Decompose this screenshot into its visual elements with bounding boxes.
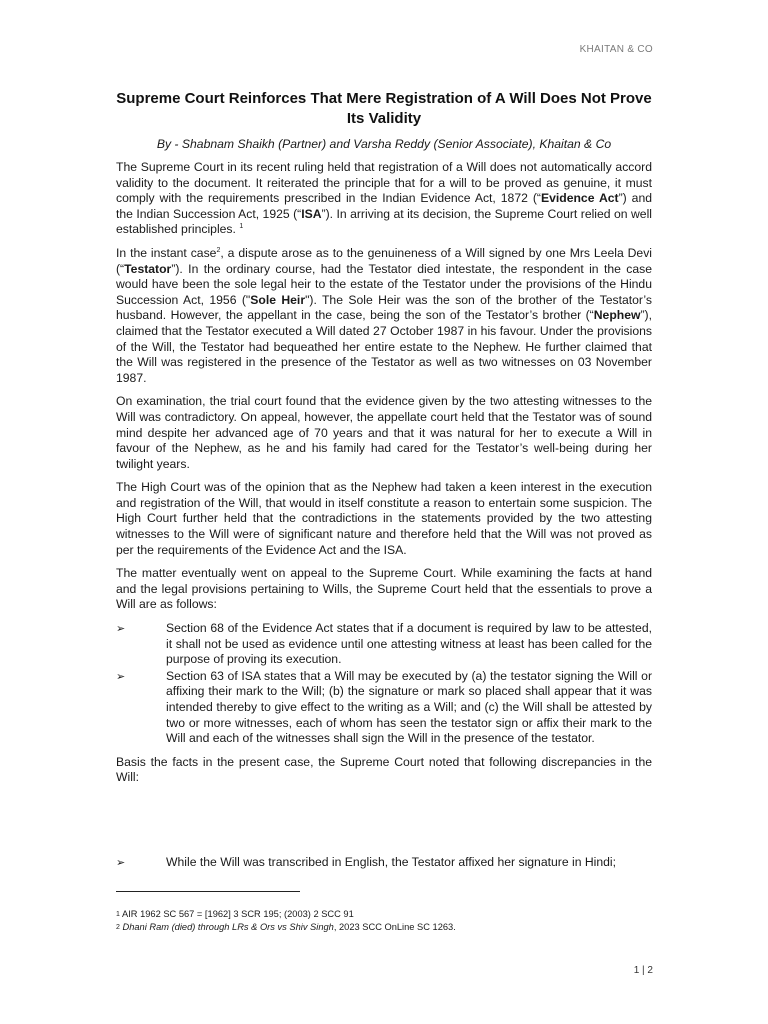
- list-item: [116, 669, 652, 747]
- footnote-number: 1: [116, 911, 120, 918]
- text-run: The Supreme Court in its recent ruling held that registration of a Will does not automatically accord validity to the document. It reiterated the principle that for a will to be proved as genuine, it must comply with the requirements prescribed in the Indian Evidence Act, 1872 (“: [116, 160, 652, 206]
- defined-term-evidence-act: Evidence Act: [540, 191, 619, 206]
- text-run: ”). In arriving at its decision, the Supreme Court relied on well established principles.: [116, 206, 652, 237]
- paragraph-6: Basis the facts in the present case, the Supreme Court noted that following discrepancies in the Will:: [116, 754, 652, 785]
- discrepancy-list: [116, 855, 652, 872]
- footnote-ref-2[interactable]: 2: [216, 246, 221, 254]
- defined-term-nephew: Nephew: [593, 308, 641, 323]
- page-number: 1 | 2: [633, 965, 653, 976]
- list-item-text: Section 68 of the Evidence Act states that if a document is required by law to be attested, it shall not be used as evidence until one attesting witness at least has been called for the purpose of proving its execution.: [166, 621, 652, 667]
- paragraph-1: [116, 160, 652, 238]
- list-item-text: While the Will was transcribed in English, the Testator affixed her signature in Hindi;: [166, 855, 617, 869]
- paragraph-4: The High Court was of the opinion that as the Nephew had taken a keen interest in the execution and registration of the Will, that would in itself constitute a reason to entertain some suspicion. The High Court further held that the contradictions in the statements provided by the two attesting witnesses to the Will were of significant nature and therefore held that the Will was not proved as per the requirements of the Evidence Act and the ISA.: [116, 480, 652, 557]
- footnote-1: [116, 908, 656, 921]
- arrow-bullet-icon: ➢: [116, 622, 126, 636]
- defined-term-isa: ISA: [301, 206, 322, 221]
- text-run: , a dispute arose as to the genuineness of a Will signed by one Mrs Leela Devi (“: [116, 245, 653, 276]
- arrow-bullet-icon: ➢: [116, 856, 126, 869]
- footnote-case-name: Dhani Ram (died) through LRs & Ors vs Shiv Singh: [122, 922, 334, 932]
- header-brand: KHAITAN & CO: [579, 44, 653, 55]
- footnote-divider: [116, 891, 300, 892]
- paragraph-5: The matter eventually went on appeal to the Supreme Court. While examining the facts at hand and the legal provisions pertaining to Wills, the Supreme Court held that the essentials to prove a Will are as follows:: [116, 566, 652, 612]
- footnote-text: AIR 1962 SC 567 = [1962] 3 SCR 195; (2003) 2 SCC 91: [121, 909, 354, 919]
- article-body: [116, 160, 652, 794]
- footnote-number: 2: [116, 924, 120, 931]
- defined-term-sole-heir: Sole Heir: [250, 292, 306, 307]
- defined-term-testator: Testator: [124, 261, 172, 276]
- footnote-text: , 2023 SCC OnLine SC 1263.: [333, 922, 456, 932]
- arrow-bullet-icon: ➢: [116, 669, 126, 683]
- footnote-2: [116, 921, 656, 934]
- list-item: [116, 621, 652, 668]
- byline: By - Shabnam Shaikh (Partner) and Varsha Reddy (Senior Associate), Khaitan & Co: [156, 137, 612, 151]
- text-run: ”) and the Indian Succession Act, 1925 (“: [116, 191, 653, 221]
- text-run: "). The Sole Heir was the son of the brother of the Testator’s husband. However, the appellant in the case, being the son of the Testator’s brother (“: [116, 292, 652, 323]
- list-item: [116, 855, 652, 871]
- article-title: Supreme Court Reinforces That Mere Registration of A Will Does Not Prove Its Validity: [116, 90, 652, 127]
- text-run: ”), claimed that the Testator executed a Will dated 27 October 1987 in his favour. Under the provisions of the Will, the Testator had bequeathed her entire estate to the Nephew. He further claimed that the Will was registered in the presence of the Testator as well as two witnesses on 03 November 1987.: [116, 308, 652, 385]
- text-run: ”). In the ordinary course, had the Testator died intestate, the respondent in the case would have been the sole legal heir to the estate of the Testator under the provisions of the Hindu Succession Act, 1956 (": [116, 261, 652, 307]
- paragraph-2: [116, 246, 652, 386]
- footnotes: [116, 908, 656, 934]
- list-item-text: Section 63 of ISA states that a Will may be executed by (a) the testator signing the Will or affixing their mark to the Will; (b) the signature or mark so placed shall appear that it was intended thereby to give effect to the writing as a Will; and (c) the Will shall be attested by two or more witnesses, each of whom has seen the testator sign or affix their mark to the Will and each of the witnesses shall sign the Will in the presence of the testator.: [166, 668, 652, 746]
- text-run: In the instant case: [116, 245, 217, 260]
- paragraph-3: On examination, the trial court found that the evidence given by the two attesting witnesses to the Will was contradictory. On appeal, however, the appellate court held that the Testator was of sound mind despite her advanced age of 70 years and that it was natural for her to execute a Will in favour of the Nephew, as he and his family had cared for the Testator’s well-being during her twilight years.: [116, 394, 652, 471]
- footnote-ref-1[interactable]: 1: [239, 223, 244, 231]
